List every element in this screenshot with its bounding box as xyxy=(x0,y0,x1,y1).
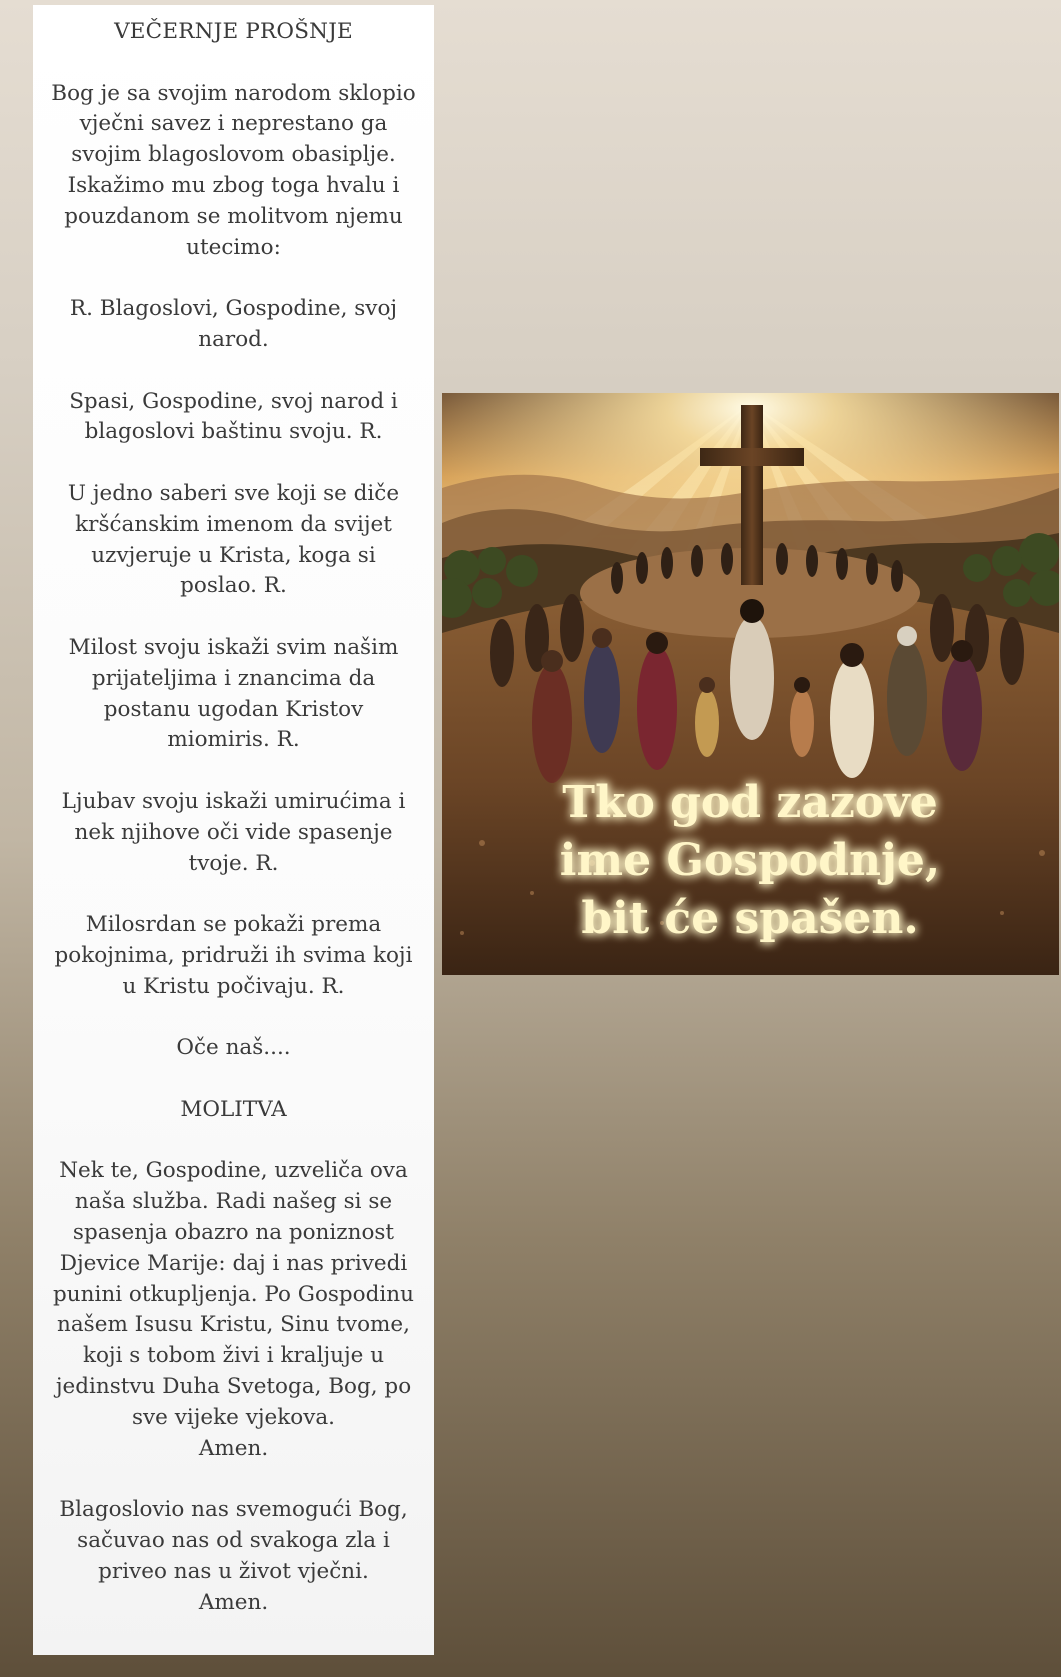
petition: Milost svoju iskaži svim našim prijateljima i znancima da postanu ugodan Kristov miomiris. R. xyxy=(68,634,399,753)
petition: Ljubav svoju iskaži umirućima i nek njihove oči vide spasenje tvoje. R. xyxy=(61,788,406,876)
prayer-intro: Bog je sa svojim narodom sklopio vječni savez i neprestano ga svojim blagoslovom obasiplje. Iskažimo mu zbog toga hvalu i pouzdanom se molitvom njemu utecimo: xyxy=(51,80,416,260)
verse-line: Tko god zazove xyxy=(562,777,938,828)
our-father: Oče naš.... xyxy=(176,1035,291,1061)
verse-line: bit će spašen. xyxy=(581,893,919,944)
verse-line: ime Gospodnje, xyxy=(559,835,941,886)
cross-circle-image xyxy=(442,393,1059,975)
petition: Milosrdan se pokaži prema pokojnima, pridruži ih svima koji u Kristu počivaju. R. xyxy=(54,912,413,999)
petition: Spasi, Gospodine, svoj narod i blagoslovi baštinu svoju. R. xyxy=(69,388,398,445)
blessing-text: Blagoslovio nas svemogući Bog, sačuvao nas od svakoga zla i priveo nas u život vječni. xyxy=(59,1497,408,1584)
prayer-text-card xyxy=(33,5,434,1655)
molitva-text: Nek te, Gospodine, uzveliča ova naša služba. Radi našeg si se spasenja obazro na poniznost Djevice Marije: daj i nas privedi punini otkupljenja. Po Gospodinu našem Isusu Kristu, Sinu tvome, koji s tobom živi i kraljuje u jedinstvu Duha Svetoga, Bog, po sve vijeke vjekova. xyxy=(53,1158,414,1430)
blessing-amen: Amen. xyxy=(198,1589,269,1615)
prayer-response: R. Blagoslovi, Gospodine, svoj narod. xyxy=(69,296,398,352)
molitva-heading: MOLITVA xyxy=(180,1096,287,1122)
molitva-amen: Amen. xyxy=(198,1435,269,1461)
verse-overlay xyxy=(560,777,940,944)
petition: U jedno saberi sve koji se diče kršćanskim imenom da svijet uzvjeruje u Krista, koga si poslao. R. xyxy=(67,480,400,599)
prayer-heading: VEČERNJE PROŠNJE xyxy=(114,19,353,44)
